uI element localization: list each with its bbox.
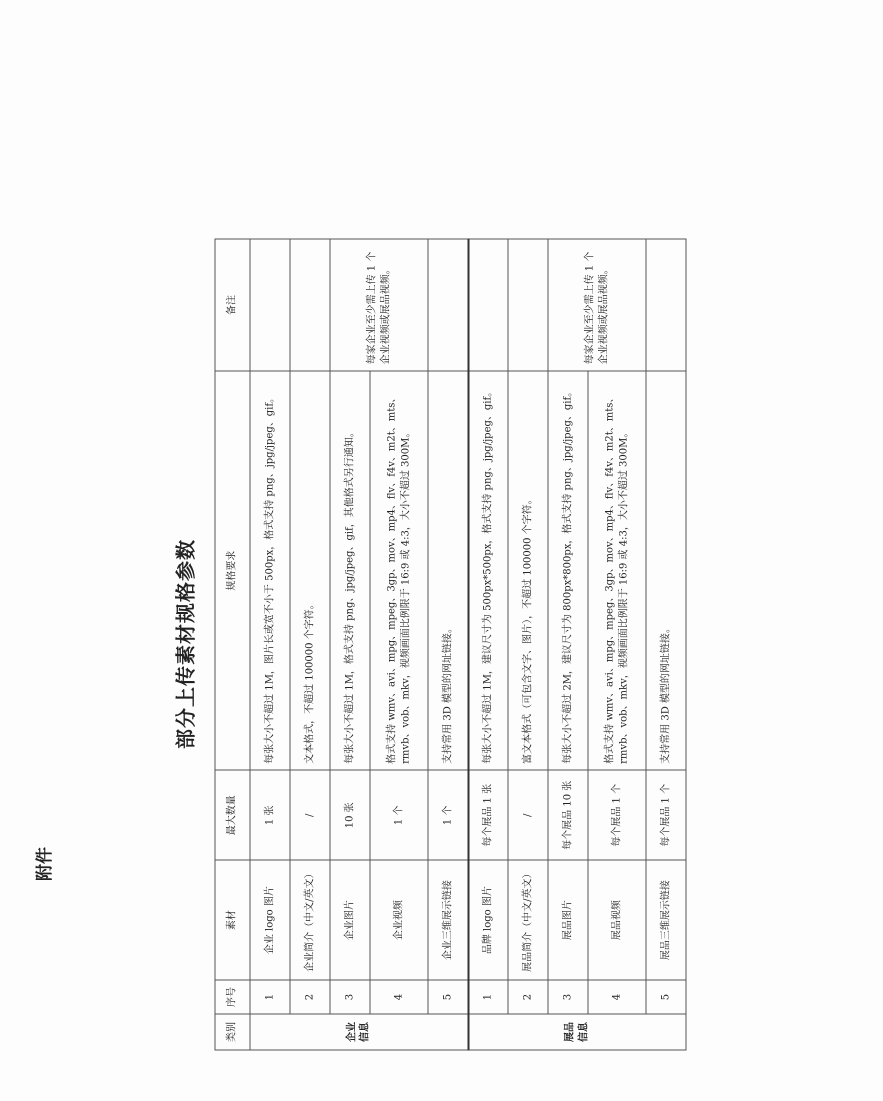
row-material: 品牌 logo 图片 bbox=[468, 860, 508, 980]
row-qty: 10 张 bbox=[330, 770, 370, 860]
appendix-label: 附件 bbox=[34, 847, 55, 881]
row-spec: 每张大小不超过 2M，建议尺寸为 800px*800px，格式支持 png、jpg/jpeg、gif。 bbox=[548, 371, 588, 770]
table-row bbox=[548, 239, 588, 1050]
row-material: 展品图片 bbox=[548, 860, 588, 980]
row-material: 企业简介（中文/英文） bbox=[290, 860, 330, 980]
row-no: 2 bbox=[290, 980, 330, 1014]
remark-empty bbox=[508, 239, 548, 371]
row-material: 展品视频 bbox=[588, 860, 646, 980]
row-no: 1 bbox=[468, 980, 508, 1014]
page-content bbox=[103, 188, 751, 1101]
row-spec: 格式支持 wmv、avi、mpg、mpeg、3gp、mov、mp4、flv、f4v、m2t、mts、rmvb、vob、mkv，视频画面比例限于 16:9 或 4:3，大小不超过 300M。 bbox=[588, 371, 646, 770]
row-qty: 1 个 bbox=[428, 770, 468, 860]
row-qty: 1 张 bbox=[250, 770, 290, 860]
row-qty: / bbox=[290, 770, 330, 860]
row-material: 展品三维展示链接 bbox=[646, 860, 686, 980]
row-spec: 格式支持 wmv、avi、mpg、mpeg、3gp、mov、mp4、flv、f4v、m2t、mts、rmvb、vob、mkv，视频画面比例限于 16:9 或 4:3，大小不超过 300M。 bbox=[370, 371, 428, 770]
row-spec: 每张大小不超过 1M，建议尺寸为 500px*500px，格式支持 png、jpg/jpeg、gif。 bbox=[468, 371, 508, 770]
row-spec: 支持常用 3D 模型的网址链接。 bbox=[646, 371, 686, 770]
row-material: 企业三维展示链接 bbox=[428, 860, 468, 980]
rotated-page bbox=[0, 251, 883, 1043]
row-qty: 每个展品 1 个 bbox=[588, 770, 646, 860]
remark-empty bbox=[468, 239, 508, 371]
row-spec: 富文本格式（可包含文字、图片），不超过 100000 个字符。 bbox=[508, 371, 548, 770]
row-material: 展品简介（中文/英文） bbox=[508, 860, 548, 980]
header-max-qty: 最大数量 bbox=[215, 770, 250, 860]
row-qty: 1 个 bbox=[370, 770, 428, 860]
remark-empty bbox=[250, 239, 290, 371]
remark-exhibit: 每家企业至少需上传 1 个企业视频或展品视频。 bbox=[548, 239, 646, 371]
row-spec: 支持常用 3D 模型的网址链接。 bbox=[428, 371, 468, 770]
remark-empty bbox=[428, 239, 468, 371]
row-no: 5 bbox=[646, 980, 686, 1014]
row-no: 1 bbox=[250, 980, 290, 1014]
table-row bbox=[330, 239, 370, 1050]
table-row bbox=[428, 239, 468, 1050]
row-spec: 每张大小不超过 1M，格式支持 png、jpg/jpeg、gif，其他格式另行通知。 bbox=[330, 371, 370, 770]
row-no: 3 bbox=[330, 980, 370, 1014]
page-title: 部分上传素材规格参数 bbox=[173, 539, 198, 749]
category-exhibit: 展品信息 bbox=[468, 1014, 686, 1050]
remark-empty bbox=[646, 239, 686, 371]
row-spec: 文本格式，不超过 100000 个字符。 bbox=[290, 371, 330, 770]
header-material: 素材 bbox=[215, 860, 250, 980]
row-spec: 每张大小不超过 1M，图片长或宽不小于 500px，格式支持 png、jpg/jpeg、gif。 bbox=[250, 371, 290, 770]
table-row bbox=[508, 239, 548, 1050]
row-no: 3 bbox=[548, 980, 588, 1014]
table-header-row bbox=[215, 239, 250, 1050]
row-no: 2 bbox=[508, 980, 548, 1014]
header-category: 类别 bbox=[215, 1014, 250, 1050]
table-row bbox=[468, 239, 508, 1050]
remark-empty bbox=[290, 239, 330, 371]
row-material: 企业视频 bbox=[370, 860, 428, 980]
table-row bbox=[646, 239, 686, 1050]
remark-enterprise: 每家企业至少需上传 1 个企业视频或展品视频。 bbox=[330, 239, 428, 371]
category-enterprise: 企业信息 bbox=[250, 1014, 468, 1050]
spec-table bbox=[215, 239, 687, 1051]
row-material: 企业图片 bbox=[330, 860, 370, 980]
row-no: 4 bbox=[588, 980, 646, 1014]
table-row bbox=[250, 239, 290, 1050]
table-row bbox=[290, 239, 330, 1050]
header-no: 序号 bbox=[215, 980, 250, 1014]
row-no: 5 bbox=[428, 980, 468, 1014]
row-qty: 每个展品 10 张 bbox=[548, 770, 588, 860]
header-spec: 规格要求 bbox=[215, 371, 250, 770]
row-no: 4 bbox=[370, 980, 428, 1014]
row-qty: / bbox=[508, 770, 548, 860]
row-qty: 每个展品 1 个 bbox=[646, 770, 686, 860]
row-qty: 每个展品 1 张 bbox=[468, 770, 508, 860]
header-remark: 备注 bbox=[215, 239, 250, 371]
row-material: 企业 logo 图片 bbox=[250, 860, 290, 980]
